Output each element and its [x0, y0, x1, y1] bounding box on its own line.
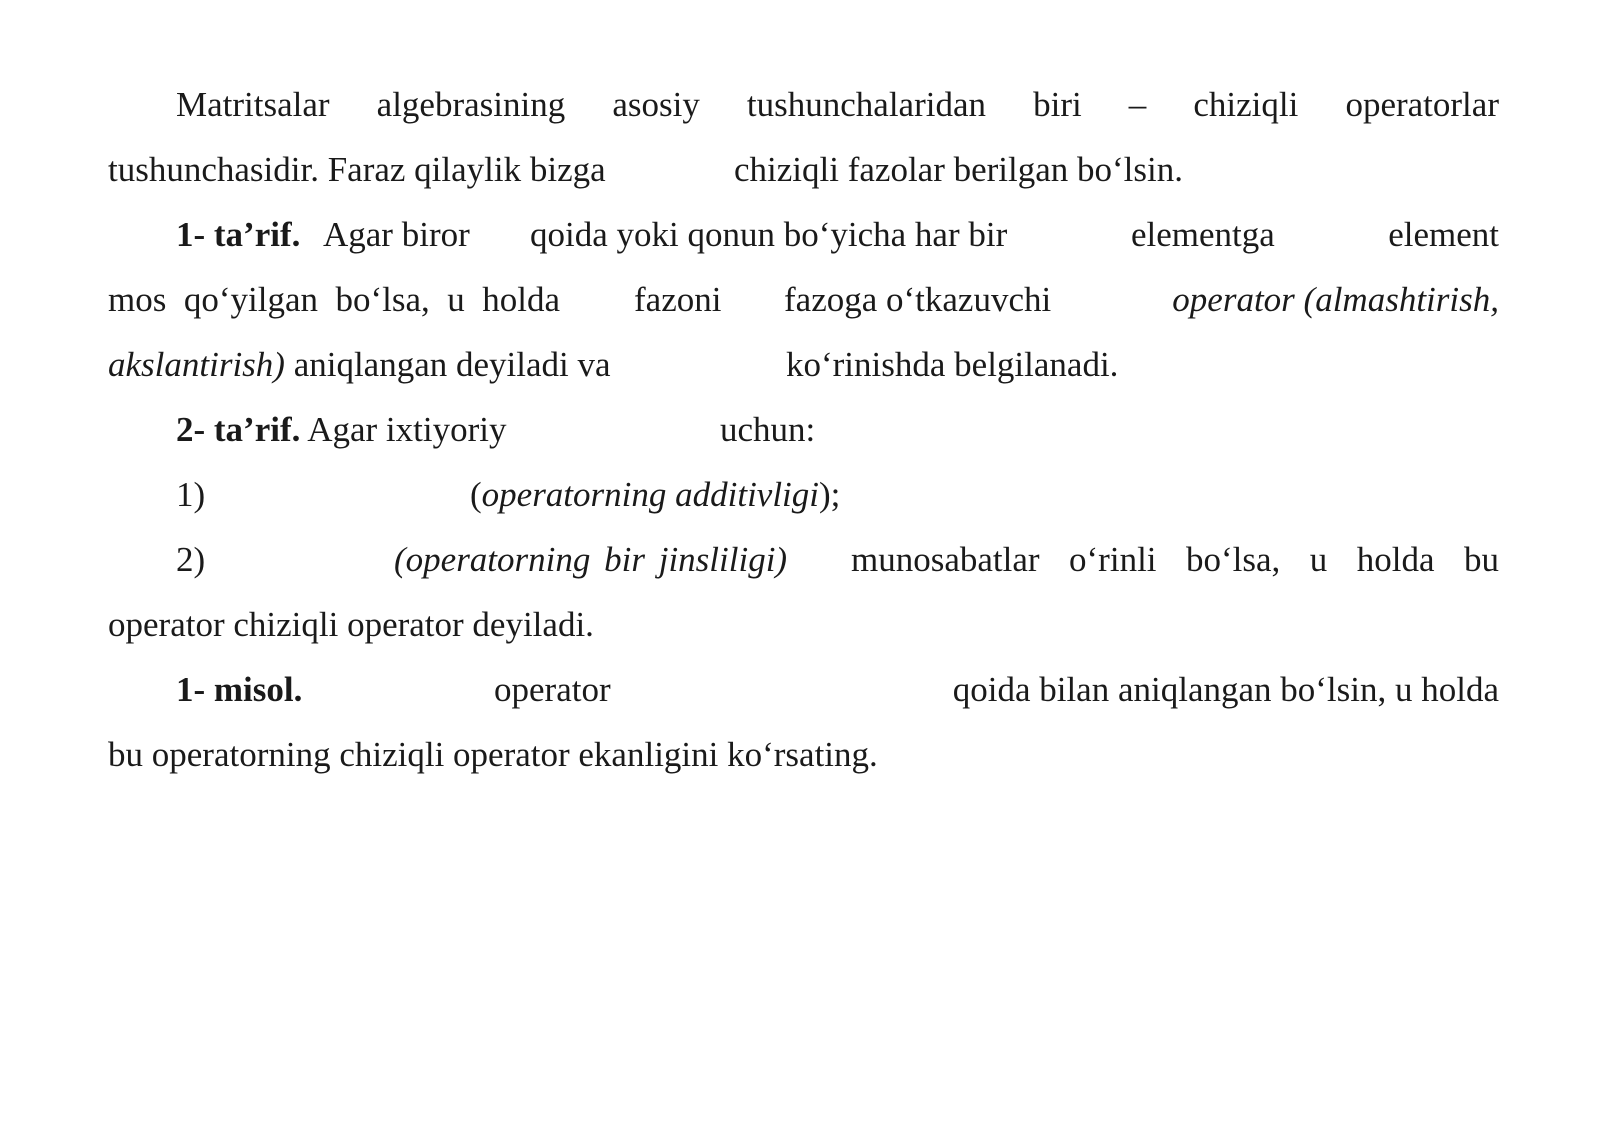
example-1-text-b: qoida bilan aniqlangan bo‘lsin, u holda	[952, 670, 1499, 709]
example-1-label: 1- misol.	[176, 670, 303, 709]
intro-text-a: tushunchasidir. Faraz qilaylik bizga	[108, 150, 606, 189]
item-1-term: operatorning additivligi	[481, 475, 820, 514]
definition-1-line-1	[108, 202, 1499, 268]
word: o‘rinli	[1069, 540, 1157, 579]
paren: (	[470, 475, 482, 514]
definition-1-text-c: elementga	[1131, 215, 1275, 254]
intro-line-1	[176, 72, 1499, 138]
definition-1-text-h: ko‘rinishda belgilanadi.	[786, 345, 1119, 384]
item-2-term: (operatorning bir jinsliligi)	[394, 540, 788, 579]
definition-1-text-e: fazoni	[634, 280, 722, 319]
definition-1-label: 1- ta’rif.	[176, 215, 301, 254]
definition-1-line-2	[108, 267, 1499, 333]
word: –	[1128, 85, 1147, 124]
item-number: 1)	[176, 475, 206, 514]
definition-1-text-g: aniqlangan deyiladi va	[284, 345, 611, 384]
word: operatorlar	[1345, 85, 1499, 124]
paren: );	[819, 475, 841, 514]
word: u	[447, 280, 465, 319]
definition-2-line-end	[108, 592, 1499, 658]
definition-2-label: 2- ta’rif.	[176, 410, 301, 449]
word: biri	[1033, 85, 1082, 124]
word: qo‘yilgan	[183, 280, 318, 319]
word: bu	[1463, 540, 1499, 579]
word: holda	[1356, 540, 1435, 579]
definition-2-item-1	[108, 462, 1499, 528]
definition-2-text-b: uchun:	[720, 410, 816, 449]
definition-2-item-2	[108, 527, 1499, 593]
word: holda	[482, 280, 560, 319]
definition-1-text-f: fazoga o‘tkazuvchi	[784, 280, 1052, 319]
word: munosabatlar	[851, 540, 1040, 579]
word: bo‘lsa,	[1185, 540, 1281, 579]
example-1-text-a: operator	[494, 670, 611, 709]
definition-1-line-3	[108, 332, 1499, 398]
word: mos	[108, 280, 167, 319]
definition-2-line-1	[108, 397, 1499, 463]
definition-1-term-cont: akslantirish)	[108, 345, 285, 384]
definition-2-text-a: Agar ixtiyoriy	[300, 410, 507, 449]
example-1-line-1	[108, 657, 1499, 723]
word: Matritsalar	[176, 85, 330, 124]
intro-text-b: chiziqli fazolar berilgan bo‘lsin.	[734, 150, 1184, 189]
item-number: 2)	[176, 540, 206, 579]
example-1-line-2	[108, 722, 1499, 788]
example-1-text-c: bu operatorning chiziqli operator ekanligini ko‘rsating.	[108, 735, 878, 774]
definition-1-text-d: element	[1388, 215, 1499, 254]
definition-1-term: operator (almashtirish,	[1172, 280, 1499, 319]
definition-1-text-b: qoida yoki qonun bo‘yicha har bir	[530, 215, 1008, 254]
word: u	[1309, 540, 1328, 579]
item-2-words	[851, 527, 1499, 593]
definition-1-text-a: Agar biror	[323, 215, 470, 254]
word: bo‘lsa,	[335, 280, 430, 319]
word: chiziqli	[1193, 85, 1299, 124]
word: tushunchalaridan	[746, 85, 986, 124]
word: asosiy	[612, 85, 700, 124]
definition-2-conclusion: operator chiziqli operator deyiladi.	[108, 605, 594, 644]
definition-1-words	[108, 267, 560, 333]
intro-line-2	[108, 137, 1499, 203]
word: algebrasining	[376, 85, 566, 124]
